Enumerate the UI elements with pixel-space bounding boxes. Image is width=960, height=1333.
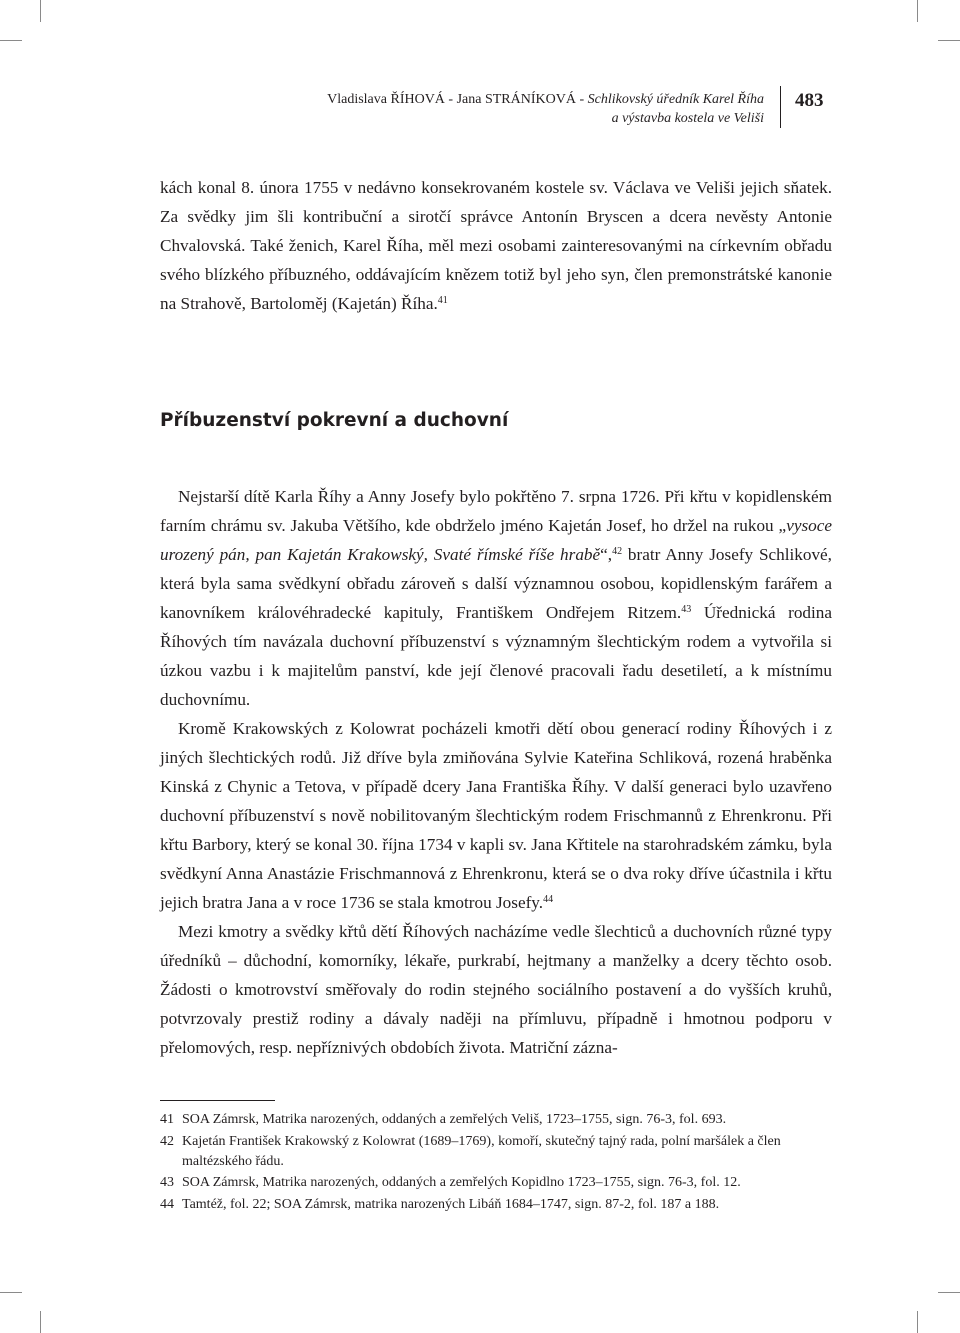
crop-mark [0, 40, 22, 41]
footnote-ref-43[interactable]: 43 [681, 604, 692, 615]
paragraph-2 [160, 482, 832, 714]
paragraph-text: kách konal 8. února 1755 v nedávno konsekrovaném kostele sv. Václava ve Veliši jejich sňatek. Za svědky jim šli kontribuční a sirotčí správce Antonín Bryscen a dcera nevěsty Antonie Chvalovská. Také ženich, Karel Říha, měl mezi osobami zainteresovanými na církevním obřadu svého blízkého příbuzného, oddávajícím knězem totiž byl jeho syn, člen premonstrátské kanonie na Strahově, Bartoloměj (Kajetán) Říha. [160, 178, 832, 313]
footnote-44 [160, 1195, 832, 1215]
footnote-number: 42 [160, 1133, 174, 1149]
footnote-text: Tamtéž, fol. 22; SOA Zámrsk, matrika narozených Libáň 1684–1747, sign. 87-2, fol. 187 a 188. [182, 1196, 720, 1212]
crop-mark [40, 1311, 41, 1333]
paragraph-text: Úřednická rodina Říhových tím navázala duchovní příbuzenství s významným šlechtickým rodem a vytvořila si úzkou vazbu i k majitelům panství, kde její členové pracovali řadu desetiletí, a k místnímu duchovnímu. [160, 603, 832, 709]
crop-mark [917, 1311, 918, 1333]
footnote-divider [160, 1100, 275, 1101]
paragraph-text: Nejstarší dítě Karla Říhy a Anny Josefy bylo pokřtěno 7. srpna 1726. Při křtu v kopidlenském farním chrámu sv. Jakuba Většího, kde obdrželo jméno Kajetán Josef, ho držel na rukou „ [160, 487, 832, 535]
paragraph-1 [160, 173, 832, 318]
crop-mark [938, 1292, 960, 1293]
paragraph-text: Kromě Krakowských z Kolowrat pocházeli kmotři dětí obou generací rodiny Říhových i z jiných šlechtických rodů. Již dříve byla zmiňována Sylvie Kateřina Schliková, rozená hraběnka Kinská z Chynic a Tetova, v případě dcery Jana Františka Říhy. V další generaci bylo uzavřeno duchovní příbuzenství s nově nobilitovaným šlechtickým rodem Frischmannů z Ehrenkronu. Při křtu Barbory, který se konal 30. října 1734 v kapli sv. Jana Křtitele na starohradském zámku, byla svědkyní Anna Anastázie Frischmannová z Ehrenkronu, která se o dva roky dříve účastnila i křtu jejich bratra Jana a v roce 1736 se stala kmotrou Josefy. [160, 719, 832, 912]
crop-mark [0, 1292, 22, 1293]
footnote-text: Kajetán František Krakowský z Kolowrat (1689–1769), komoří, skutečný tajný rada, polní maršálek a člen maltézského řádu. [182, 1133, 781, 1169]
crop-mark [40, 0, 41, 22]
footnote-ref-44[interactable]: 44 [543, 894, 554, 905]
footnote-text: SOA Zámrsk, Matrika narozených, oddaných a zemřelých Veliš, 1723–1755, sign. 76-3, fol. 693. [182, 1112, 727, 1127]
footnote-42 [160, 1132, 832, 1172]
footnote-number: 43 [160, 1175, 174, 1190]
section-heading: Příbuzenství pokrevní a duchovní [160, 410, 509, 431]
running-header [327, 90, 764, 128]
section-body [160, 482, 832, 1062]
paragraph-text: Mezi kmotry a svědky křtů dětí Říhových nacházíme vedle šlechticů a duchovních různé typy úředníků – důchodní, komorníky, lékaře, purkrabí, hejtmany a manželky a dcery těchto osob. Žádosti o kmotrovství směřovaly do rodin stejného sociálního postavení a do vyšších kruhů, potvrzovaly prestiž rodiny a dávaly naději na přímluvu, případně i hmotnou podporu v přelomových, resp. nepříznivých obdobích života. Matriční zázna- [160, 922, 832, 1057]
page-number: 483 [780, 86, 840, 128]
quote-text: vysoce urozený pán, pan Kajetán Krakowský, Svaté římské říše hrabě [160, 516, 832, 564]
footnote-43 [160, 1173, 832, 1193]
header-authors: Vladislava ŘÍHOVÁ - Jana STRÁNÍKOVÁ - [327, 92, 588, 107]
footnote-ref-41[interactable]: 41 [437, 295, 448, 306]
quote-close: “, [600, 545, 613, 564]
header-line-1 [327, 90, 764, 109]
paragraph-3 [160, 714, 832, 917]
footnotes [160, 1110, 832, 1216]
footnote-text: SOA Zámrsk, Matrika narozených, oddaných a zemřelých Kopidlno 1723–1755, sign. 76-3, fol. 12. [182, 1175, 741, 1190]
footnote-41 [160, 1110, 832, 1130]
footnote-ref-42[interactable]: 42 [612, 546, 623, 557]
paragraph-text: bratr Anny Josefy Schlikové, která byla sama svědkyní obřadu zároveň s další významnou osobou, kopidlenským farářem a kanovníkem královéhradecké kapituly, Františkem Ondřejem Ritzem. [160, 545, 832, 622]
footnote-number: 44 [160, 1196, 174, 1212]
header-title: Schlikovský úředník Karel Říha [587, 92, 764, 107]
crop-mark [917, 0, 918, 22]
header-line-2: a výstavba kostela ve Veliši [611, 111, 764, 126]
paragraph-4 [160, 917, 832, 1062]
crop-mark [938, 40, 960, 41]
footnote-number: 41 [160, 1112, 174, 1127]
